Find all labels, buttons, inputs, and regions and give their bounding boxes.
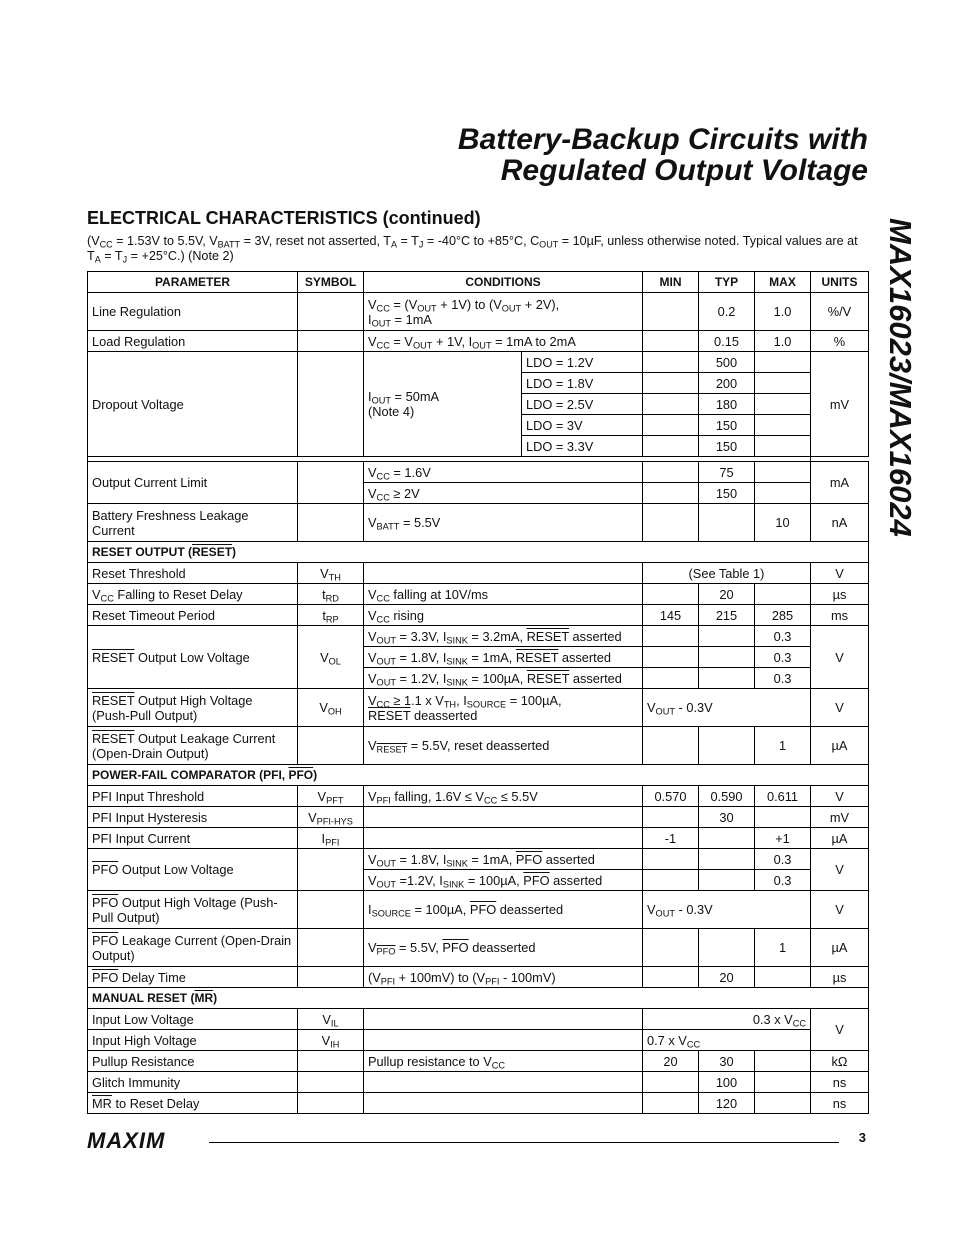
param: $\overline{PFO}$ Output Low Voltage xyxy=(88,849,298,891)
conditions: $V_{CC}$ falling at 10V/ms xyxy=(364,584,643,605)
footer-rule xyxy=(209,1142,839,1143)
min xyxy=(643,849,699,870)
typ xyxy=(699,849,755,870)
table-row xyxy=(88,828,869,849)
cond-text: falling at 10V/ms xyxy=(389,586,489,602)
typ: 100 xyxy=(699,1072,755,1093)
units: V xyxy=(811,626,869,689)
header-conditions: CONDITIONS xyxy=(364,272,643,293)
typ: 30 xyxy=(699,1051,755,1072)
param: Reset Timeout Period xyxy=(88,605,298,626)
param-text: Output Low Voltage xyxy=(118,862,234,877)
units: µA xyxy=(811,929,869,967)
min xyxy=(643,415,699,436)
min xyxy=(643,807,699,828)
conditions: $V_{OUT} =1.2V$, $I_{SINK} = 100\mu A$, $\overline{PFO}$ asserted xyxy=(364,870,643,891)
conditions xyxy=(364,1030,643,1051)
typ xyxy=(699,626,755,647)
param: $\overline{PFO}$ Output High Voltage (Push-Pull Output) xyxy=(88,891,298,929)
typ: 30 xyxy=(699,807,755,828)
conditions xyxy=(364,807,643,828)
ldo-condition: LDO = 2.5V xyxy=(522,394,643,415)
symbol xyxy=(298,891,364,929)
min xyxy=(643,967,699,988)
min xyxy=(643,1093,699,1114)
min xyxy=(643,1072,699,1093)
table-row xyxy=(88,929,869,967)
part-number-label: MAX16023/MAX16024 xyxy=(883,218,918,537)
param: Input Low Voltage xyxy=(88,1009,298,1030)
symbol: $V_{OL}$ xyxy=(298,626,364,689)
symbol xyxy=(298,1093,364,1114)
conditions: $V_{RESET} = 5.5V$, reset deasserted xyxy=(364,727,643,765)
typ: 150 xyxy=(699,483,755,504)
typ: 180 xyxy=(699,394,755,415)
ldo-condition: LDO = 3V xyxy=(522,415,643,436)
param: RESET Output Leakage Current (Open-Drain Output) xyxy=(88,727,298,765)
ldo-value: 1.8V xyxy=(566,375,594,391)
max: 285 xyxy=(755,605,811,626)
units: ns xyxy=(811,1072,869,1093)
table-row xyxy=(88,689,869,727)
max: 0.3 xyxy=(755,626,811,647)
units: V xyxy=(811,1009,869,1051)
section-title: ELECTRICAL CHARACTERISTICS (continued) xyxy=(87,208,481,228)
ldo-value: 2.5V xyxy=(566,396,594,412)
typ: 75 xyxy=(699,462,755,483)
symbol xyxy=(298,929,364,967)
symbol xyxy=(298,352,364,457)
conditions: $(V_{PFI} + 100mV)$ to $(V_{PFI} - 100mV)$ xyxy=(364,967,643,988)
test-conditions: ($V_{CC} = 1.53V$ to 5.5V, $V_{BATT} = 3V$, reset not asserted, $T_A = T_J = -40^\circ C$ to +85°C, $C_{OUT} = 10\mu F$, unless otherwise noted. Typical values are at $T_A = T_J = +25^\circ C$.) (Note 2) xyxy=(87,234,858,265)
units: mA xyxy=(811,462,869,504)
param: $\overline{MR}$ to Reset Delay xyxy=(88,1093,298,1114)
document-title xyxy=(458,124,868,186)
typ: 150 xyxy=(699,415,755,436)
header-units: UNITS xyxy=(811,272,869,293)
symbol xyxy=(298,967,364,988)
table-row xyxy=(88,605,869,626)
max: 0.3 xyxy=(755,870,811,891)
typ: 150 xyxy=(699,436,755,457)
min: 0.570 xyxy=(643,786,699,807)
conditions: $V_{BATT} = 5.5V$ xyxy=(364,504,643,542)
units: V xyxy=(811,891,869,929)
title-line-2: Regulated Output Voltage xyxy=(500,154,868,187)
max xyxy=(755,352,811,373)
table-row xyxy=(88,504,869,542)
header-min: MIN xyxy=(643,272,699,293)
param: Line Regulation xyxy=(88,293,298,331)
table-row xyxy=(88,1009,869,1030)
units: ms xyxy=(811,605,869,626)
typ: 20 xyxy=(699,584,755,605)
min: $V_{OUT} - 0.3V$ xyxy=(643,891,811,929)
min: $V_{OUT} - 0.3V$ xyxy=(643,689,811,727)
symbol: $V_{IL}$ xyxy=(298,1009,364,1030)
max xyxy=(755,967,811,988)
param-text: Output Leakage Current (Open-Drain Output) xyxy=(92,730,276,761)
symbol xyxy=(298,1051,364,1072)
min xyxy=(643,584,699,605)
conditions: $V_{OUT} = 1.8V$, $I_{SINK} = 1mA$, $\overline{PFO}$ asserted xyxy=(364,849,643,870)
typ: 500 xyxy=(699,352,755,373)
param: Reset Threshold xyxy=(88,563,298,584)
symbol: $V_{PFT}$ xyxy=(298,786,364,807)
table-row xyxy=(88,727,869,765)
conditions xyxy=(364,1009,643,1030)
min xyxy=(643,870,699,891)
symbol xyxy=(298,462,364,504)
max: 1 xyxy=(755,727,811,765)
units: nA xyxy=(811,504,869,542)
min: 0.7 x $V_{CC}$ xyxy=(643,1030,811,1051)
table-row xyxy=(88,331,869,352)
symbol: $V_{OH}$ xyxy=(298,689,364,727)
max xyxy=(755,462,811,483)
max xyxy=(755,483,811,504)
symbol xyxy=(298,1072,364,1093)
ldo-condition: LDO = 1.2V xyxy=(522,352,643,373)
symbol xyxy=(298,293,364,331)
max xyxy=(755,394,811,415)
param: Input High Voltage xyxy=(88,1030,298,1051)
symbol: $t_{RP}$ xyxy=(298,605,364,626)
min xyxy=(643,293,699,331)
symbol: $V_{TH}$ xyxy=(298,563,364,584)
typ xyxy=(699,828,755,849)
symbol xyxy=(298,504,364,542)
min xyxy=(643,394,699,415)
min xyxy=(643,504,699,542)
note: (Note 4) xyxy=(368,404,415,419)
units: µs xyxy=(811,584,869,605)
param: Load Regulation xyxy=(88,331,298,352)
min: 145 xyxy=(643,605,699,626)
typ: 120 xyxy=(699,1093,755,1114)
param: Battery Freshness Leakage Current xyxy=(88,504,298,542)
units: mV xyxy=(811,352,869,457)
ldo-value: 3V xyxy=(566,417,583,433)
section-text: POWER-FAIL COMPARATOR (PFI, xyxy=(92,767,289,782)
side-part-number xyxy=(883,218,920,578)
units: V xyxy=(811,786,869,807)
ldo-value: 3.3V xyxy=(566,438,594,454)
max xyxy=(755,436,811,457)
typ: 0.15 xyxy=(699,331,755,352)
header-typ: TYP xyxy=(699,272,755,293)
param: PFI Input Hysteresis xyxy=(88,807,298,828)
table-row xyxy=(88,891,869,929)
conditions: $V_{CC} = 1.6V$ xyxy=(364,462,643,483)
typ: 20 xyxy=(699,967,755,988)
param: Output Current Limit xyxy=(88,462,298,504)
param: PFI Input Current xyxy=(88,828,298,849)
min xyxy=(643,929,699,967)
page-footer xyxy=(87,1128,868,1152)
units: %/V xyxy=(811,293,869,331)
param: $\overline{PFO}$ Delay Time xyxy=(88,967,298,988)
conditions: $V_{OUT} = 1.8V$, $I_{SINK} = 1mA$, RESET asserted xyxy=(364,647,643,668)
param-text: to Reset Delay xyxy=(111,1095,200,1111)
units: mV xyxy=(811,807,869,828)
table-row xyxy=(88,807,869,828)
typ: 200 xyxy=(699,373,755,394)
param: Dropout Voltage xyxy=(88,352,298,457)
table-row xyxy=(88,352,869,373)
typ xyxy=(699,668,755,689)
symbol xyxy=(298,727,364,765)
table-row xyxy=(88,1093,869,1114)
param-text: Falling to Reset Delay xyxy=(113,586,243,602)
min xyxy=(643,626,699,647)
header-symbol: SYMBOL xyxy=(298,272,364,293)
max: 0.611 xyxy=(755,786,811,807)
section-row-pfc xyxy=(88,765,869,786)
param: RESET Output Low Voltage xyxy=(88,626,298,689)
max xyxy=(755,373,811,394)
section-row-reset xyxy=(88,542,869,563)
param: Pullup Resistance xyxy=(88,1051,298,1072)
units: µs xyxy=(811,967,869,988)
symbol: $t_{RD}$ xyxy=(298,584,364,605)
max: 0.3 xyxy=(755,849,811,870)
max: 10 xyxy=(755,504,811,542)
min xyxy=(643,373,699,394)
units: µA xyxy=(811,828,869,849)
page-number: 3 xyxy=(858,1130,866,1145)
conditions: $V_{PFI}$ falling, $1.6V \le V_{CC} \le 5.5V$ xyxy=(364,786,643,807)
max: 1.0 xyxy=(755,293,811,331)
conditions: $I_{SOURCE} = 100\mu A$, $\overline{PFO}$ deasserted xyxy=(364,891,643,929)
conditions: $V_{\overline{PFO}} = 5.5V$, $\overline{PFO}$ deasserted xyxy=(364,929,643,967)
typ: 0.590 xyxy=(699,786,755,807)
typ xyxy=(699,929,755,967)
param-text: Delay Time xyxy=(118,969,186,985)
max: 0.3 xyxy=(755,668,811,689)
param: $V_{CC}$ Falling to Reset Delay xyxy=(88,584,298,605)
units: V xyxy=(811,563,869,584)
table-row xyxy=(88,563,869,584)
min xyxy=(643,331,699,352)
conditions: $V_{OUT} = 3.3V$, $I_{SINK} = 3.2mA$, RESET asserted xyxy=(364,626,643,647)
max xyxy=(755,1072,811,1093)
conditions xyxy=(364,1093,643,1114)
min xyxy=(643,727,699,765)
table-row xyxy=(88,1051,869,1072)
ldo-value: 1.2V xyxy=(566,354,594,370)
min xyxy=(643,462,699,483)
maxim-logo: MAXIM xyxy=(87,1128,166,1153)
table-row xyxy=(88,584,869,605)
conditions: $V_{CC} \ge 2V$ xyxy=(364,483,643,504)
max xyxy=(755,415,811,436)
param: RESET Output High Voltage (Push-Pull Output) xyxy=(88,689,298,727)
typ xyxy=(699,727,755,765)
ldo-condition: LDO = 1.8V xyxy=(522,373,643,394)
max xyxy=(755,1051,811,1072)
table-row xyxy=(88,293,869,331)
symbol xyxy=(298,331,364,352)
section-text: MANUAL RESET ( xyxy=(92,990,195,1005)
conditions: $V_{CC} \ge 1.1$ x $V_{TH}$, $I_{SOURCE} = 100\mu A$, RESET deasserted xyxy=(364,689,643,727)
cond-text: rising xyxy=(389,607,424,623)
typ xyxy=(699,870,755,891)
param-text: Leakage Current (Open-Drain Output) xyxy=(92,932,292,963)
units: ns xyxy=(811,1093,869,1114)
section-text: RESET OUTPUT xyxy=(92,544,185,559)
symbol: $V_{IH}$ xyxy=(298,1030,364,1051)
min xyxy=(643,668,699,689)
min: -1 xyxy=(643,828,699,849)
conditions: $V_{OUT} = 1.2V$, $I_{SINK} = 100\mu A$, RESET asserted xyxy=(364,668,643,689)
min-text: 0.7 x V xyxy=(647,1032,687,1048)
typ: 215 xyxy=(699,605,755,626)
min: 20 xyxy=(643,1051,699,1072)
conditions xyxy=(364,1072,643,1093)
param-text: Output Low Voltage xyxy=(134,649,250,665)
units: kΩ xyxy=(811,1051,869,1072)
param: PFI Input Threshold xyxy=(88,786,298,807)
param-text: Output High Voltage (Push-Pull Output) xyxy=(92,894,278,925)
conditions xyxy=(364,828,643,849)
conditions: $V_{CC} = (V_{OUT} + 1V)$ to $(V_{OUT} + 2V)$, $I_{OUT} = 1mA$ xyxy=(364,293,643,331)
section-row-manual-reset xyxy=(88,988,869,1009)
units: µA xyxy=(811,727,869,765)
electrical-characteristics-table xyxy=(87,271,869,1114)
conditions: Pullup resistance to $V_{CC}$ xyxy=(364,1051,643,1072)
typ: 0.2 xyxy=(699,293,755,331)
title-line-1: Battery-Backup Circuits with xyxy=(457,123,868,156)
min xyxy=(643,352,699,373)
header-parameter: PARAMETER xyxy=(88,272,298,293)
max xyxy=(755,807,811,828)
symbol xyxy=(298,849,364,891)
param: Glitch Immunity xyxy=(88,1072,298,1093)
min xyxy=(643,647,699,668)
symbol: $V_{PFI-HYS}$ xyxy=(298,807,364,828)
table-row xyxy=(88,967,869,988)
ldo-condition: LDO = 3.3V xyxy=(522,436,643,457)
min xyxy=(643,483,699,504)
units: % xyxy=(811,331,869,352)
conditions xyxy=(364,563,643,584)
units: V xyxy=(811,689,869,727)
cond-text: = 5.5V, reset deasserted xyxy=(407,738,550,753)
table-row xyxy=(88,1030,869,1051)
units: V xyxy=(811,849,869,891)
max: +1 xyxy=(755,828,811,849)
typ xyxy=(699,647,755,668)
table-row xyxy=(88,626,869,647)
section-label: MANUAL RESET $(\overline{MR})$ xyxy=(88,988,869,1009)
max-text: 0.3 x V xyxy=(752,1011,793,1027)
table-row xyxy=(88,462,869,483)
max: 0.3 x $V_{CC}$ xyxy=(643,1009,811,1030)
table-header xyxy=(88,272,869,293)
section-label: POWER-FAIL COMPARATOR (PFI, $\overline{PFO}$) xyxy=(88,765,869,786)
max xyxy=(755,584,811,605)
conditions: $V_{CC}$ rising xyxy=(364,605,643,626)
conditions: $V_{CC} = V_{OUT} + 1V$, $I_{OUT} = 1mA$ to 2mA xyxy=(364,331,643,352)
value: (See Table 1) xyxy=(643,563,811,584)
symbol: $I_{PFI}$ xyxy=(298,828,364,849)
header-max: MAX xyxy=(755,272,811,293)
section-label: RESET OUTPUT (RESET) xyxy=(88,542,869,563)
param-text: Output High Voltage (Push-Pull Output) xyxy=(92,692,253,723)
table-row xyxy=(88,1072,869,1093)
table-row xyxy=(88,786,869,807)
param: $\overline{PFO}$ Leakage Current (Open-Drain Output) xyxy=(88,929,298,967)
max: 0.3 xyxy=(755,647,811,668)
cond-text: Pullup resistance to V xyxy=(368,1053,492,1069)
conditions: $I_{OUT} = 50mA$ (Note 4) xyxy=(364,352,522,457)
typ xyxy=(699,504,755,542)
max xyxy=(755,1093,811,1114)
min xyxy=(643,436,699,457)
table-row xyxy=(88,849,869,870)
max: 1 xyxy=(755,929,811,967)
max: 1.0 xyxy=(755,331,811,352)
